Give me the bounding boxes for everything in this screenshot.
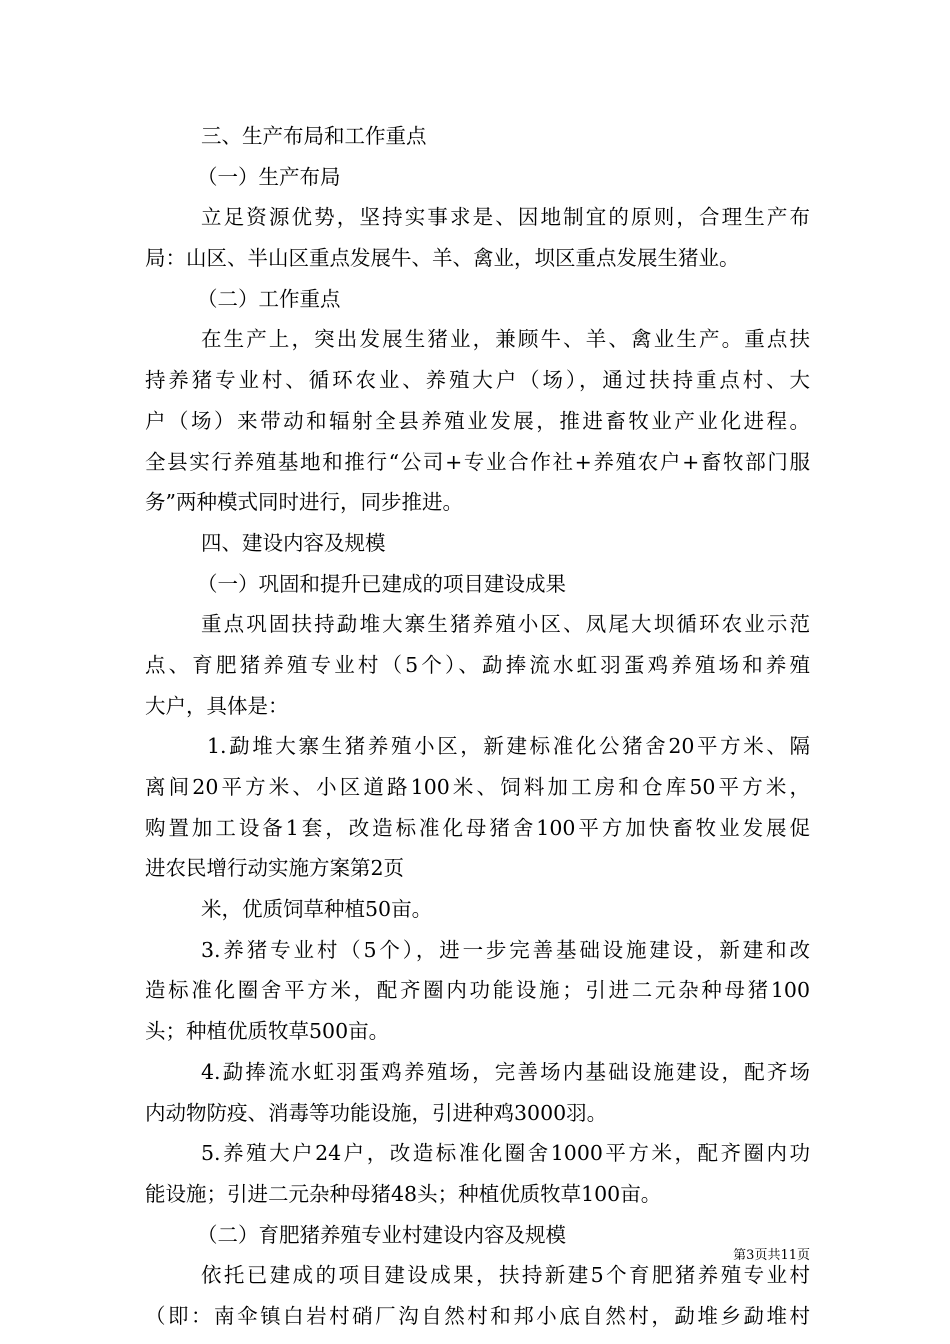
- paragraph-line: 米，优质饲草种植50亩。: [201, 897, 433, 922]
- paragraph-line: 依托已建成的项目建设成果，扶持新建5个育肥猪养殖专业村: [201, 1263, 810, 1288]
- paragraph-line: 购置加工设备1套，改造标准化母猪舍100平方加快畜牧业发展促: [145, 815, 810, 840]
- list-item-1: 1.勐堆大寨生猪养殖小区，新建标准化公猪舍20平方米、隔: [207, 734, 810, 759]
- paragraph-line: 务”两种模式同时进行，同步推进。: [145, 490, 463, 515]
- paragraph-line: 造标准化圈舍平方米，配齐圈内功能设施；引进二元杂种母猪100: [145, 978, 810, 1003]
- paragraph-line: 全县实行养殖基地和推行“公司+专业合作社+养殖农户+畜牧部门服: [145, 449, 810, 474]
- subsection-heading-production-layout: （一）生产布局: [197, 164, 341, 189]
- paragraph-line: 立足资源优势，坚持实事求是、因地制宜的原则，合理生产布: [201, 205, 810, 230]
- list-item-4: 4.勐捧流水虹羽蛋鸡养殖场，完善场内基础设施建设，配齐场: [201, 1059, 810, 1084]
- document-body: [145, 116, 810, 1337]
- subsection-heading-consolidate: （一）巩固和提升已建成的项目建设成果: [197, 571, 566, 596]
- list-item-3: 3.养猪专业村（5个），进一步完善基础设施建设，新建和改: [201, 937, 810, 962]
- paragraph-line: 头；种植优质牧草500亩。: [145, 1019, 390, 1044]
- subsection-heading-work-focus: （二）工作重点: [197, 286, 341, 311]
- paragraph-line: 大户，具体是：: [145, 693, 289, 718]
- subsection-heading-fattening-village: （二）育肥猪养殖专业村建设内容及规模: [197, 1222, 566, 1247]
- page-number-footer: 第3页共11页: [733, 1248, 810, 1263]
- paragraph-line: 能设施；引进二元杂种母猪48头；种植优质牧草100亩。: [145, 1181, 662, 1206]
- paragraph-line: 点、育肥猪养殖专业村（5个）、勐捧流水虹羽蛋鸡养殖场和养殖: [145, 652, 810, 677]
- paragraph-line: 在生产上，突出发展生猪业，兼顾牛、羊、禽业生产。重点扶: [201, 327, 810, 352]
- paragraph-line: 户（场）来带动和辐射全县养殖业发展，推进畜牧业产业化进程。: [145, 408, 810, 433]
- paragraph-line: （即：南伞镇白岩村硝厂沟自然村和邦小底自然村，勐堆乡勐堆村: [145, 1303, 810, 1328]
- paragraph-line: 离间20平方米、小区道路100米、饲料加工房和仓库50平方米，: [145, 775, 810, 799]
- paragraph-line: 重点巩固扶持勐堆大寨生猪养殖小区、凤尾大坝循环农业示范: [201, 612, 810, 637]
- paragraph-line: 内动物防疫、消毒等功能设施，引进种鸡3000羽。: [145, 1100, 608, 1125]
- section-heading-3: 三、生产布局和工作重点: [201, 124, 427, 148]
- paragraph-line: 进农民增行动实施方案第2页: [145, 856, 405, 881]
- paragraph-line: 局：山区、半山区重点发展牛、羊、禽业，坝区重点发展生猪业。: [145, 246, 740, 271]
- section-heading-4: 四、建设内容及规模: [201, 530, 386, 555]
- list-item-5: 5.养殖大户24户，改造标准化圈舍1000平方米，配齐圈内功: [201, 1141, 810, 1166]
- paragraph-line: 持养猪专业村、循环农业、养殖大户（场），通过扶持重点村、大: [145, 368, 810, 393]
